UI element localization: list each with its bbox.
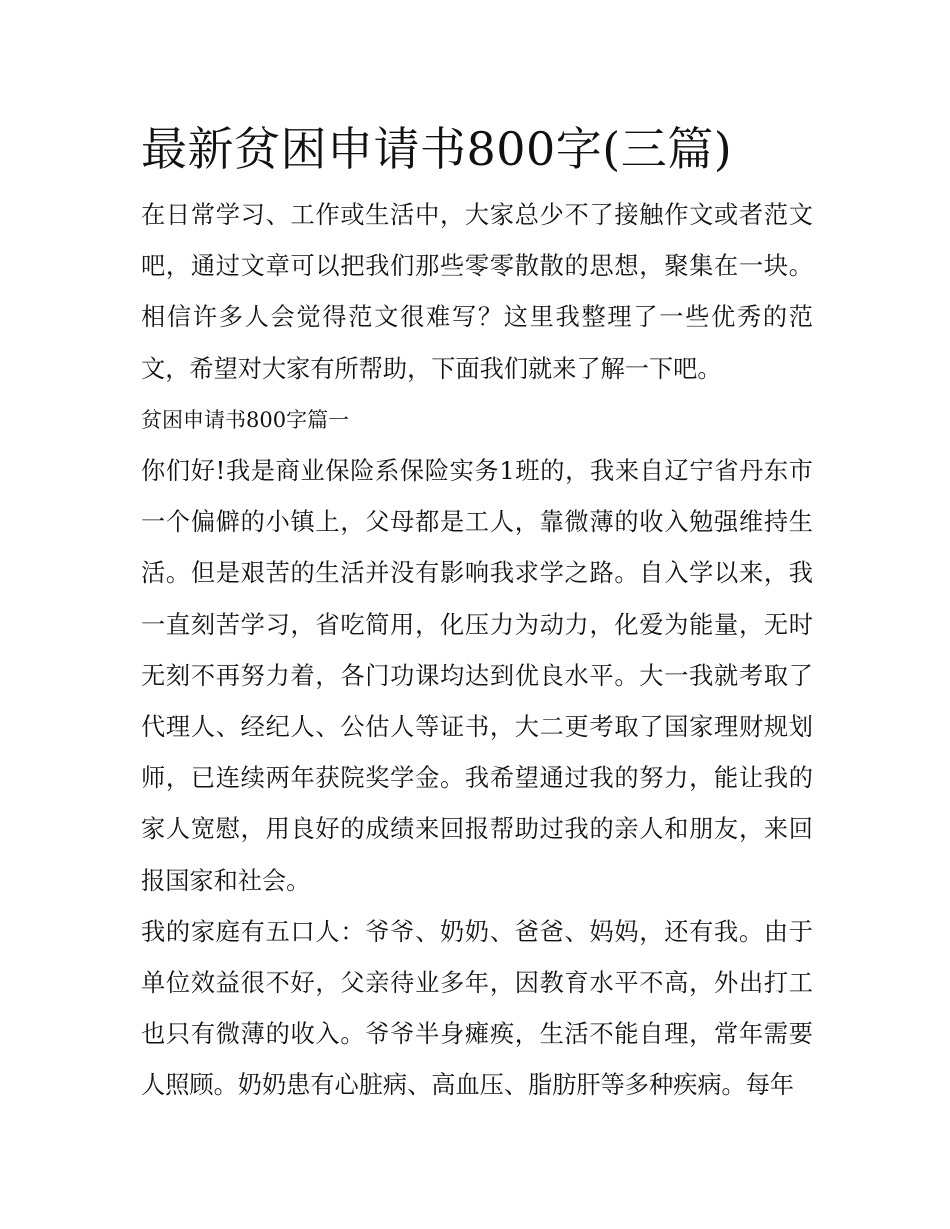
document-body (141, 118, 813, 1112)
document-title: 最新贫困申请书800字(三篇) (141, 122, 733, 176)
body-paragraph: 我的家庭有五口人：爷爷、奶奶、爸爸、妈妈，还有我。由于单位效益很不好，父亲待业多年，因教育水平不高，外出打工也只有微薄的收入。爷爷半身瘫痪，生活不能自理，常年需要人照顾。奶奶患有心脏病、高血压、脂肪肝等多种疾病。每年 (141, 917, 813, 1100)
intro-paragraph: 在日常学习、工作或生活中，大家总少不了接触作文或者范文吧，通过文章可以把我们那些零零散散的思想，聚集在一块。相信许多人会觉得范文很难写？这里我整理了一些优秀的范文，希望对大家有所帮助，下面我们就来了解一下吧。 (141, 201, 813, 383)
section-heading: 贫困申请书800字篇一 (141, 407, 350, 432)
body-paragraph: 你们好!我是商业保险系保险实务1班的，我来自辽宁省丹东市一个偏僻的小镇上，父母都是工人，靠微薄的收入勉强维持生活。但是艰苦的生活并没有影响我求学之路。自入学以来，我一直刻苦学习，省吃简用，化压力为动力，化爱为能量，无时无刻不再努力着，各门功课均达到优良水平。大一我就考取了代理人、经纪人、公估人等证书，大二更考取了国家理财规划师，已连续两年获院奖学金。我希望通过我的努力，能让我的家人宽慰，用良好的成绩来回报帮助过我的亲人和朋友，来回报国家和社会。 (141, 457, 813, 895)
